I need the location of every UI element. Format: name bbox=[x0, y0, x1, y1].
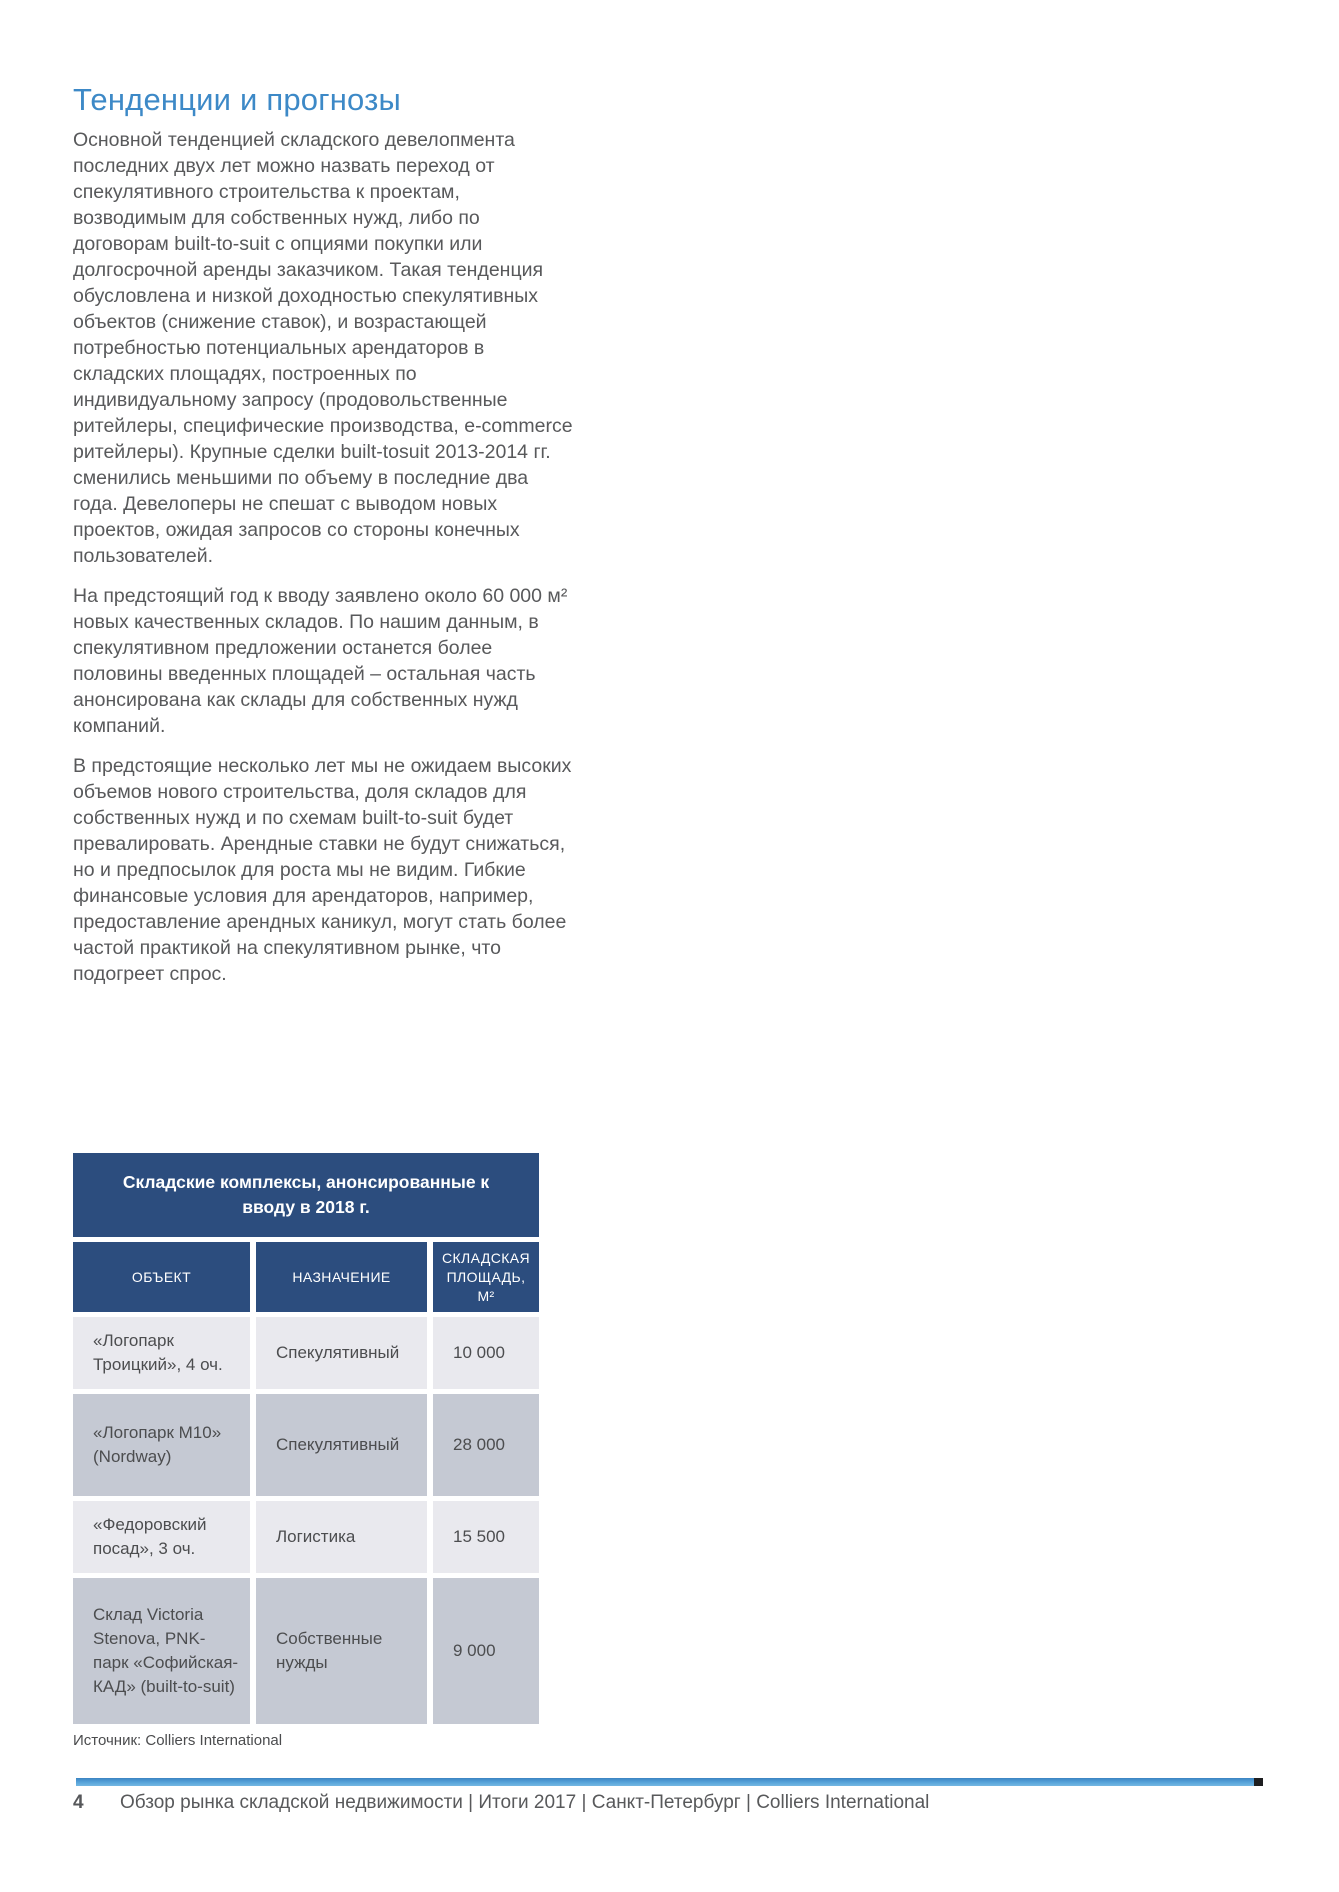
article bbox=[73, 82, 575, 1001]
table-cell-object: «Логопарк М10» (Nordway) bbox=[73, 1394, 250, 1496]
paragraph-trends-2: На предстоящий год к вводу заявлено около 60 000 м² новых качественных складов. По нашим данным, в спекулятивном предложении останется более половины введенных площадей – остальная часть анонсирована как склады для собственных нужд компаний. bbox=[73, 585, 568, 737]
table-cell-purpose: Спекулятивный bbox=[256, 1394, 427, 1496]
column-header-area: СКЛАДСКАЯ ПЛОЩАДЬ, М² bbox=[433, 1242, 539, 1312]
paragraph-trends-3: В предстоящие несколько лет мы не ожидаем высоких объемов нового строительства, доля складов для собственных нужд и по схемам built-to-suit будет превалировать. Арендные ставки не будут снижаться, но и предпосылок для роста мы не видим. Гибкие финансовые условия для арендаторов, например, предоставление арендных каникул, могут стать более частой практикой на спекулятивном рынке, что подогреет спрос. bbox=[73, 755, 572, 985]
table-cell-purpose: Спекулятивный bbox=[256, 1317, 427, 1389]
table-cell-purpose: Собственные нужды bbox=[256, 1578, 427, 1724]
table-cell-area: 10 000 bbox=[433, 1317, 539, 1389]
table-cell-purpose: Логистика bbox=[256, 1501, 427, 1573]
announcement-table bbox=[73, 1153, 539, 1749]
page-footer bbox=[73, 1792, 1273, 1814]
table-cell-object: «Федоровский посад», 3 оч. bbox=[73, 1501, 250, 1573]
page-title: Тенденции и прогнозы bbox=[73, 82, 402, 117]
column-header-purpose: НАЗНАЧЕНИЕ bbox=[256, 1242, 427, 1312]
table-cell-area: 9 000 bbox=[433, 1578, 539, 1724]
column-header-object: ОБЪЕКТ bbox=[73, 1242, 250, 1312]
table-cell-area: 28 000 bbox=[433, 1394, 539, 1496]
paragraph-trends-1: Основной тенденцией складского девелопмента последних двух лет можно назвать переход от спекулятивного строительства к проектам, возводимым для собственных нужд, либо по договорам built-to-suit с опциями покупки или долгосрочной аренды заказчиком. Такая тенденция обусловлена и низкой доходностью спекулятивных объектов (снижение ставок), и возрастающей потребностью потенциальных арендаторов в складских площадях, построенных по индивидуальному запросу (продовольственные ритейлеры, специфические производства, e-commerce ритейлеры). Крупные сделки built-tosuit 2013-2014 гг. сменились меньшими по объему в последние два года. Девелоперы не спешат с выводом новых проектов, ожидая запросов со стороны конечных пользователей. bbox=[73, 129, 573, 567]
footer-text: Обзор рынка складской недвижимости | Итоги 2017 | Санкт-Петербург | Colliers International bbox=[120, 1792, 930, 1813]
table-cell-object: «Логопарк Троицкий», 4 оч. bbox=[73, 1317, 250, 1389]
footer-accent-bar-endcap bbox=[1254, 1778, 1263, 1786]
footer-page-number: 4 bbox=[73, 1792, 84, 1813]
table-title: Складские комплексы, анонсированные к вводу в 2018 г. bbox=[73, 1153, 539, 1237]
table-cell-object: Склад Victoria Stenova, PNK-парк «Софийская-КАД» (built-to-suit) bbox=[73, 1578, 250, 1724]
table-cell-area: 15 500 bbox=[433, 1501, 539, 1573]
footer-accent-bar bbox=[76, 1778, 1254, 1786]
source-note: Источник: Colliers International bbox=[73, 1732, 283, 1749]
table-grid bbox=[73, 1242, 539, 1724]
